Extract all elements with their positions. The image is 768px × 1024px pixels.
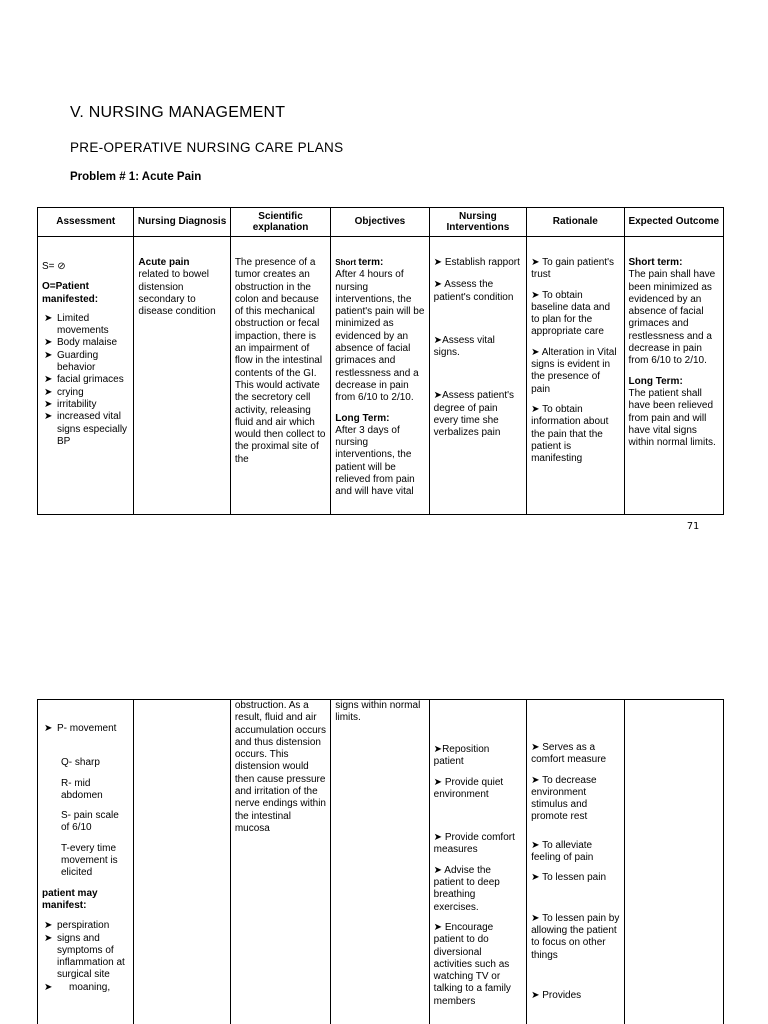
pain-quality: Q- sharp bbox=[61, 757, 100, 769]
header-expected-outcome: Expected Outcome bbox=[624, 208, 723, 237]
list-item: ➤Assess vital signs. bbox=[433, 334, 495, 359]
list-item: ➤ To gain patient's trust bbox=[531, 257, 615, 281]
diagnosis-text: related to bowel distension secondary to disease condition bbox=[138, 269, 216, 318]
explanation-cell bbox=[230, 700, 330, 1024]
long-term-text: After 3 days of nursing interventions, the patient will be relieved from pain and will have vital bbox=[335, 424, 415, 498]
arrow-bullet-icon: ➤ bbox=[531, 257, 543, 268]
header-scientific-explanation: Scientific explanation bbox=[230, 208, 330, 237]
list-item: ➤ Advise the patient to deep breathing exercises. bbox=[433, 864, 500, 913]
arrow-bullet-icon: ➤ bbox=[433, 776, 445, 788]
assessment-cell bbox=[38, 700, 134, 1024]
short-term-label: term: bbox=[358, 257, 384, 268]
list-item: ➤ Assess the patient's condition bbox=[433, 279, 514, 303]
list-item: ➤ Encourage patient to do diversional activities such as watching TV or talking to a family members bbox=[433, 921, 511, 1007]
problem-heading: Problem # 1: Acute Pain bbox=[70, 171, 202, 183]
list-item: ➤ To lessen pain bbox=[531, 872, 607, 884]
header-rationale: Rationale bbox=[527, 208, 624, 237]
arrow-bullet-icon: ➤ bbox=[433, 390, 443, 402]
header-nursing-interventions: Nursing Interventions bbox=[429, 208, 526, 237]
arrow-bullet-icon: ➤ bbox=[44, 386, 53, 398]
list-item: ➤ To obtain baseline data and to plan for the appropriate care bbox=[531, 289, 611, 338]
short-term-prefix: Short bbox=[335, 258, 359, 267]
section-title: V. NURSING MANAGEMENT bbox=[70, 104, 286, 121]
list-item: ➤Assess patient's degree of pain every time she verbalizes pain bbox=[433, 390, 515, 439]
pain-timing: T-every time movement is elicited bbox=[61, 842, 118, 879]
outcome-long-label: Long Term: bbox=[628, 375, 683, 387]
list-item: ➤ Provide comfort measures bbox=[433, 832, 515, 856]
page-gap bbox=[0, 580, 768, 696]
list-item: ➤Reposition patient bbox=[433, 744, 490, 768]
list-item: ➤ Provides bbox=[531, 989, 582, 1001]
list-item: ➤ irritability bbox=[44, 398, 97, 410]
arrow-bullet-icon: ➤ bbox=[433, 334, 443, 346]
explanation-text: obstruction. As a result, fluid and air accumulation occurs and thus distension occurs. This distension would then cause pressure and irritation of the nerve endings within the intestinal mucosa bbox=[234, 700, 326, 834]
arrow-bullet-icon: ➤ bbox=[531, 872, 543, 884]
arrow-bullet-icon: ➤ bbox=[44, 349, 53, 361]
explanation-text: The presence of a tumor creates an obstruction in the colon and because of this mechanical obstruction or fecal impaction, there is an impairment of flow in the intestinal contents of the GI. This would activate the secretory cell activity, releasing fluid and air which would then collect to the proximal site of the bbox=[234, 257, 326, 465]
header-nursing-diagnosis: Nursing Diagnosis bbox=[134, 208, 230, 237]
arrow-bullet-icon: ➤ bbox=[531, 774, 543, 786]
diagnosis-title: Acute pain bbox=[138, 257, 190, 268]
short-term-text: After 4 hours of nursing interventions, the patient's pain will be minimized as evidenced by an absence of facial grimaces and restlessness and a decrease in pain from 6/10 to 2/10. bbox=[335, 269, 425, 404]
interventions-cell bbox=[429, 237, 526, 515]
care-plan-subtitle: PRE-OPERATIVE NURSING CARE PLANS bbox=[70, 140, 344, 155]
table-row bbox=[38, 237, 724, 515]
arrow-bullet-icon: ➤ bbox=[433, 832, 445, 844]
page-number: 71 bbox=[687, 521, 700, 532]
list-item: ➤ Provide quiet environment bbox=[433, 776, 504, 800]
diagnosis-cell bbox=[134, 700, 230, 1024]
list-item: ➤ To decrease environment stimulus and promote rest bbox=[531, 774, 597, 823]
objectives-cell bbox=[331, 700, 429, 1024]
list-item: ➤ Alteration in Vital signs is evident in the presence of pain bbox=[531, 346, 617, 395]
arrow-bullet-icon: ➤ bbox=[44, 932, 53, 944]
list-item: ➤ perspiration bbox=[44, 920, 110, 932]
arrow-bullet-icon: ➤ bbox=[44, 723, 53, 734]
list-item: ➤ Establish rapport bbox=[433, 257, 520, 268]
document-page-2 bbox=[0, 696, 768, 1024]
diagnosis-cell bbox=[134, 237, 230, 515]
list-item: ➤ signs and symptoms of inflammation at surgical site bbox=[44, 932, 125, 981]
outcome-short-label: Short term: bbox=[628, 257, 683, 268]
arrow-bullet-icon: ➤ bbox=[531, 989, 543, 1001]
subjective-data: S= ⊘ bbox=[42, 261, 66, 272]
arrow-bullet-icon: ➤ bbox=[531, 839, 543, 851]
may-manifest-label: patient may manifest: bbox=[42, 887, 98, 911]
arrow-bullet-icon: ➤ bbox=[531, 289, 543, 301]
arrow-bullet-icon: ➤ bbox=[44, 411, 53, 423]
arrow-bullet-icon: ➤ bbox=[433, 744, 443, 755]
list-item: ➤ Body malaise bbox=[44, 337, 118, 349]
objectives-text: signs within normal limits. bbox=[335, 700, 421, 724]
rationale-cell bbox=[527, 700, 624, 1024]
list-item: ➤ crying bbox=[44, 386, 84, 398]
arrow-bullet-icon: ➤ bbox=[433, 257, 445, 268]
arrow-bullet-icon: ➤ bbox=[44, 374, 53, 386]
outcome-long-text: The patient shall have been relieved from pain and will have vital signs within normal limits. bbox=[628, 387, 716, 449]
arrow-bullet-icon: ➤ bbox=[44, 337, 53, 349]
list-item: ➤ facial grimaces bbox=[44, 374, 124, 386]
arrow-bullet-icon: ➤ bbox=[433, 864, 445, 876]
rationale-cell bbox=[527, 237, 624, 515]
table-header-row bbox=[38, 208, 724, 237]
list-item: ➤ Serves as a comfort measure bbox=[531, 742, 607, 766]
outcome-cell bbox=[624, 700, 723, 1024]
arrow-bullet-icon: ➤ bbox=[531, 912, 543, 924]
list-item: ➤ P- movement bbox=[44, 723, 117, 734]
list-item: ➤ increased vital signs especially BP bbox=[44, 411, 128, 447]
arrow-bullet-icon: ➤ bbox=[531, 403, 543, 415]
outcome-short-text: The pain shall have been minimized as evidenced by an absence of facial grimaces and restlessness and a decrease in pain from 6/10 to 2/10. bbox=[628, 269, 716, 367]
may-manifest-list bbox=[42, 920, 129, 994]
list-item: ➤ moaning, bbox=[44, 981, 111, 993]
header-objectives: Objectives bbox=[331, 208, 429, 237]
arrow-bullet-icon: ➤ bbox=[433, 279, 445, 291]
arrow-bullet-icon: ➤ bbox=[44, 981, 53, 993]
header-assessment: Assessment bbox=[38, 208, 134, 237]
arrow-bullet-icon: ➤ bbox=[531, 742, 543, 753]
arrow-bullet-icon: ➤ bbox=[44, 312, 53, 324]
list-item: ➤ Guarding behavior bbox=[44, 349, 99, 374]
objective-list bbox=[42, 313, 129, 448]
list-item: ➤ To alleviate feeling of pain bbox=[531, 839, 594, 864]
table-row bbox=[38, 700, 724, 1024]
pain-severity: S- pain scale of 6/10 bbox=[61, 810, 119, 834]
interventions-cell bbox=[429, 700, 526, 1024]
list-item: ➤ Limited movements bbox=[44, 312, 109, 337]
objectives-cell bbox=[331, 237, 429, 515]
arrow-bullet-icon: ➤ bbox=[433, 921, 445, 933]
long-term-label: Long Term: bbox=[335, 412, 390, 424]
care-plan-table bbox=[37, 207, 724, 515]
pqrst-list bbox=[42, 723, 129, 735]
arrow-bullet-icon: ➤ bbox=[531, 346, 542, 358]
objective-label: O=Patient manifested: bbox=[42, 281, 99, 305]
list-item: ➤ To obtain information about the pain that the patient is manifesting bbox=[531, 403, 609, 465]
list-item: ➤ To lessen pain by allowing the patient to focus on other things bbox=[531, 912, 620, 961]
outcome-cell bbox=[624, 237, 723, 515]
assessment-cell bbox=[38, 237, 134, 515]
care-plan-table-continued bbox=[37, 699, 724, 1024]
explanation-cell bbox=[230, 237, 330, 515]
arrow-bullet-icon: ➤ bbox=[44, 398, 53, 410]
arrow-bullet-icon: ➤ bbox=[44, 920, 53, 932]
pain-region: R- mid abdomen bbox=[61, 777, 103, 801]
